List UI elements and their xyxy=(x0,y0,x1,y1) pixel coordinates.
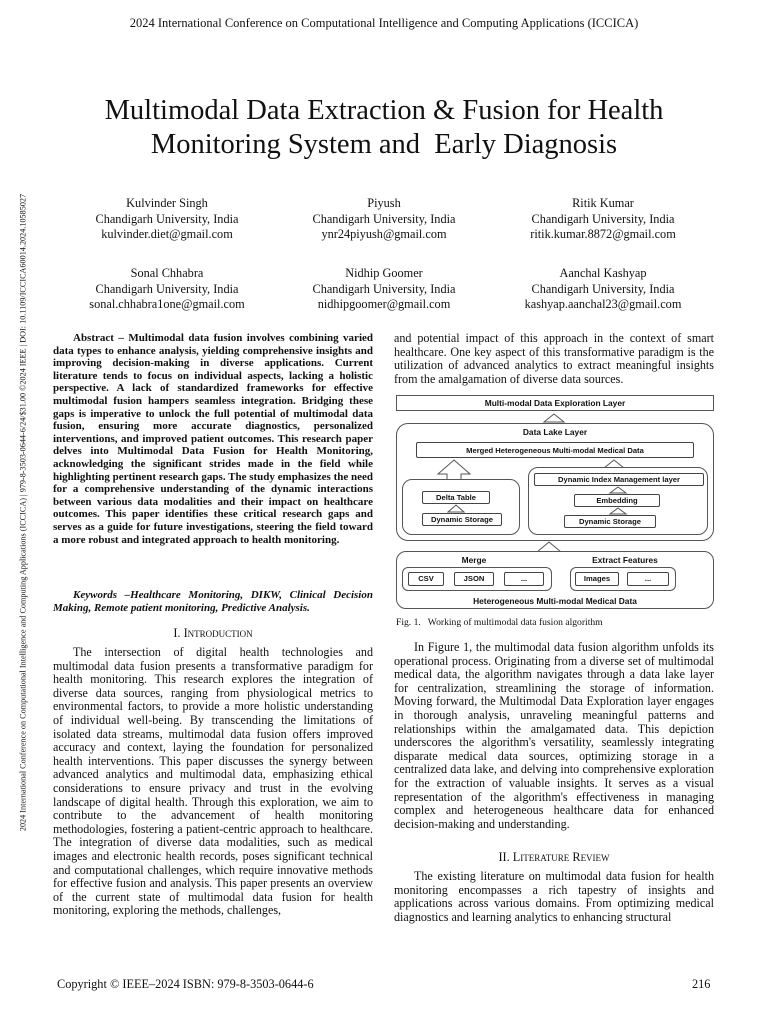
up-arrow-icon xyxy=(608,486,628,494)
dynamic-storage-right-box: Dynamic Storage xyxy=(564,515,656,528)
embedding-box: Embedding xyxy=(574,494,660,507)
author-block xyxy=(289,196,479,243)
author-block xyxy=(72,196,262,243)
author-name: Aanchal Kashyap xyxy=(559,266,647,280)
csv-chip: CSV xyxy=(408,572,444,586)
author-block xyxy=(508,196,698,243)
right-top-text: and potential impact of this approach in the context of smart healthcare. One key aspect of this transformative paradigm is the utilization of advanced analytics to extract meaningful insights from the amalgamation of diverse data sources. xyxy=(394,331,714,386)
literature-paragraph xyxy=(394,870,714,924)
merged-data-box: Merged Heterogeneous Multi-modal Medical Data xyxy=(416,442,694,458)
merge-label: Merge xyxy=(461,555,487,565)
figure-1-diagram xyxy=(394,393,716,611)
section-title: Introduction xyxy=(183,626,253,640)
keywords: Keywords –Healthcare Monitoring, DIKW, Clinical Decision Making, Remote patient monitoring, Predictive Analysis. xyxy=(53,589,373,614)
author-name: Piyush xyxy=(367,196,401,210)
paper-title xyxy=(40,94,728,162)
page-number: 216 xyxy=(692,977,711,991)
author-affiliation: Chandigarh University, India xyxy=(95,211,239,226)
json-chip: JSON xyxy=(454,572,494,586)
author-email: nidhipgoomer@gmail.com xyxy=(317,297,451,311)
footer-copyright: Copyright © IEEE–2024 ISBN: 979-8-3503-0644-6 xyxy=(57,977,314,991)
author-affiliation: Chandigarh University, India xyxy=(531,211,675,226)
section-numeral: II. xyxy=(498,850,510,864)
side-note-vertical xyxy=(15,108,31,908)
section-heading-literature-review xyxy=(394,850,714,865)
author-email: kulvinder.diet@gmail.com xyxy=(101,227,233,241)
author-email: ynr24piyush@gmail.com xyxy=(321,227,447,241)
title-line-1: Multimodal Data Extraction & Fusion for Health xyxy=(104,95,664,126)
up-arrow-icon xyxy=(608,507,628,515)
dynamic-index-layer-box: Dynamic Index Management layer xyxy=(534,473,704,486)
dynamic-storage-left-box: Dynamic Storage xyxy=(422,513,502,526)
figure-description-paragraph xyxy=(394,641,714,831)
author-email: sonal.chhabra1one@gmail.com xyxy=(89,297,245,311)
author-name: Nidhip Goomer xyxy=(345,266,423,280)
intro-text: The intersection of digital health technologies and multimodal data fusion presents a transformative paradigm for health monitoring. This research explores the integration of diverse data sources, ranging from physiological metrics to environmental factors, to provide a more holistic understanding of individual well-being. By transcending the limitations of isolated data streams, multimodal data fusion offers improved accuracy and context, laying the foundation for personalized health interventions. This paper discusses the synergy between advanced analytics and multimodal data, emphasizing ethical considerations to ensure privacy and trust in the evolving landscape of digital health. Through this exploration, we aim to contribute to the advancement of health monitoring methodologies, fostering a patient-centric approach to healthcare. The integration of diverse data modalities, such as medical images and electronic health records, poses significant technical and computational challenges, which require innovative methods for effective fusion and analysis. This paper presents an overview of the current state of multimodal data fusion for health monitoring, exploring the methods, challenges, xyxy=(53,645,373,918)
exploration-layer-label: Multi-modal Data Exploration Layer xyxy=(484,398,626,408)
right-column-top-paragraph xyxy=(394,332,714,386)
delta-table-box: Delta Table xyxy=(422,491,490,504)
author-affiliation: Chandigarh University, India xyxy=(531,281,675,296)
up-arrow-icon xyxy=(446,504,466,513)
author-block xyxy=(289,266,479,313)
author-block xyxy=(508,266,698,313)
author-affiliation: Chandigarh University, India xyxy=(312,281,456,296)
section-numeral: I. xyxy=(173,626,181,640)
author-name: Ritik Kumar xyxy=(572,196,634,210)
source-data-label: Heterogeneous Multi-modal Medical Data xyxy=(473,596,637,606)
ellipsis-chip: ... xyxy=(627,572,669,586)
extract-features-label: Extract Features xyxy=(592,555,658,565)
lit-text: The existing literature on multimodal data fusion for health monitoring encompasses a rich tapestry of insights and applications across various domains. From optimizing medical diagnostics and learning analytics to enhancing structural xyxy=(394,869,714,924)
author-affiliation: Chandigarh University, India xyxy=(312,211,456,226)
abstract-text: Abstract – Multimodal data fusion involves combining varied data types to enhance analysis, yielding comprehensive insights and improving decision-making in diverse applications. Current literature tends to focus on individual aspects, lacking a holistic perspective. A lack of standardized frameworks for effective multimodal fusion hampers seamless integration. Bridging these gaps is imperative to unlock the full potential of multimodal data fusion, ensuring more accurate diagnostics, personalized interventions, and improved patient outcomes. This research paper delves into Multimodal Data Fusion for Health Monitoring, acknowledging the significant strides made in the field while highlighting pertinent research gaps. The study emphasizes the need for a comprehensive understanding of the dynamic interactions between various data modalities and their impact on healthcare outcomes. This paper identifies these critical research gaps and serves as a guide for future investigations, steering the field toward a more robust and integrated approach to health monitoring. xyxy=(53,332,373,546)
author-email: ritik.kumar.8872@gmail.com xyxy=(530,227,676,241)
side-note-text: 2024 International Conference on Computational Intelligence and Computing Applications (ICCICA) | 979-8-3503-0644-6/24/$31.00 ©2024 IEEE | DOI: 10.1109/ICCICA60014.2024.10585027 xyxy=(18,193,28,832)
figure-caption: Fig. 1. Working of multimodal data fusion algorithm xyxy=(396,617,603,628)
up-arrow-icon xyxy=(539,413,569,423)
fig-desc-text: In Figure 1, the multimodal data fusion algorithm unfolds its operational process. Originating from a diverse set of multimodal medical data, the algorithm navigates through a data lake layer for centralization, streamlining the storage of information. Moving forward, the Multimodal Data Exploration layer engages in thorough analysis, unraveling meaningful patterns and relationships within the amalgamated data. This depiction underscores the algorithm's versatility, seamlessly integrating disparate medical data sources, optimizing storage in a centralized data lake, and delving into comprehensive exploration for the extraction of valuable insights. It serves as a visual representation of the algorithm's effectiveness in managing complex and heterogeneous healthcare data for enhanced decision-making and understanding. xyxy=(394,640,714,831)
abstract xyxy=(53,332,373,546)
intro-paragraph xyxy=(53,646,373,918)
author-name: Sonal Chhabra xyxy=(130,266,204,280)
images-chip: Images xyxy=(575,572,619,586)
author-affiliation: Chandigarh University, India xyxy=(95,281,239,296)
ellipsis-chip: ... xyxy=(504,572,544,586)
data-lake-label: Data Lake Layer xyxy=(522,427,588,437)
conference-header: 2024 International Conference on Computational Intelligence and Computing Applications (ICCICA) xyxy=(129,16,639,30)
section-title: Literature Review xyxy=(512,850,610,864)
author-block xyxy=(72,266,262,313)
title-line-2: Monitoring System and Early Diagnosis xyxy=(150,129,618,160)
section-heading-introduction xyxy=(53,626,373,641)
author-name: Kulvinder Singh xyxy=(126,196,208,210)
author-email: kashyap.aanchal23@gmail.com xyxy=(524,297,682,311)
